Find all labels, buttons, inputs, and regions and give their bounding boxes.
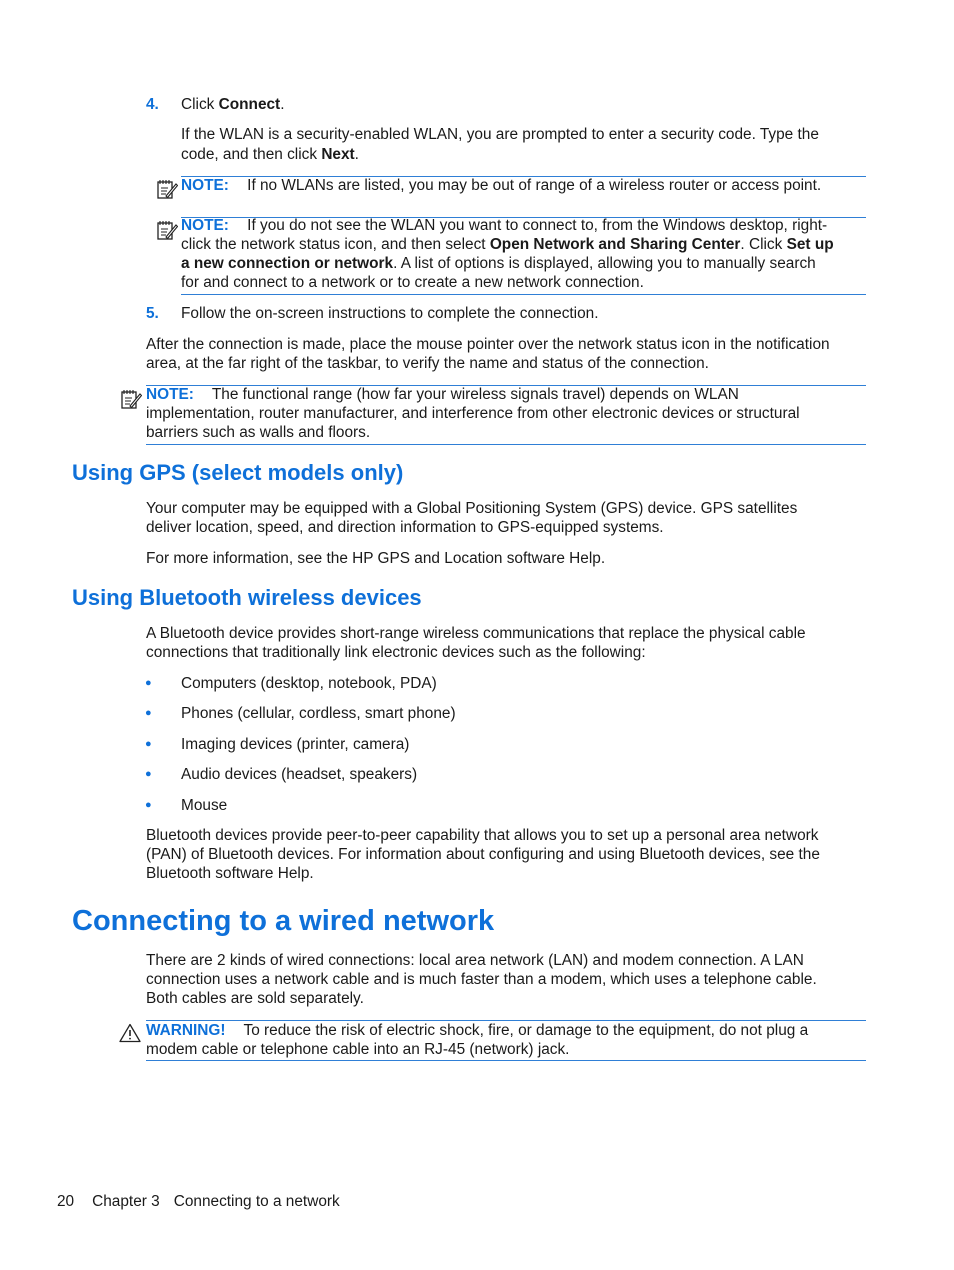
after-connection-para-line1: After the connection is made, place the mouse pointer over the network status icon in the notification <box>146 336 830 353</box>
warning-bottom-rule <box>146 1060 866 1061</box>
note-2-bottom-rule <box>181 294 866 295</box>
step-4-text: Click Connect. <box>181 96 285 113</box>
wired-para-line1: There are 2 kinds of wired connections: local area network (LAN) and modem connection. A LAN <box>146 952 804 969</box>
bluetooth-para2-line2: (PAN) of Bluetooth devices. For information about configuring and using Bluetooth devices, see the <box>146 846 820 863</box>
note-3-line3: barriers such as walls and floors. <box>146 424 371 441</box>
bluetooth-para2-line3: Bluetooth software Help. <box>146 865 314 882</box>
after-connection-para-line2: area, at the far right of the taskbar, to verify the name and status of the connection. <box>146 355 709 372</box>
note-3-line2: implementation, router manufacturer, and interference from other electronic devices or structural <box>146 405 800 422</box>
gps-para2: For more information, see the HP GPS and Location software Help. <box>146 550 606 567</box>
bluetooth-para1-line2: connections that traditionally link electronic devices such as the following: <box>146 644 646 661</box>
note-1 <box>181 176 821 195</box>
step-5-number: 5. <box>146 305 159 322</box>
footer-chapter: Chapter 3 <box>92 1193 160 1210</box>
note-2-line1: NOTE: If you do not see the WLAN you want to connect to, from the Windows desktop, right- <box>181 217 828 234</box>
note-3-bottom-rule <box>146 444 866 445</box>
wired-para-line3: Both cables are sold separately. <box>146 990 364 1007</box>
note-icon <box>156 219 178 241</box>
bluetooth-para2-line1: Bluetooth devices provide peer-to-peer capability that allows you to set up a personal area network <box>146 827 819 844</box>
note-2-line4: for and connect to a network or to create a new network connection. <box>181 274 644 291</box>
warning-icon <box>119 1023 141 1043</box>
step-4-para-line2: code, and then click Next. <box>181 146 359 163</box>
bluetooth-para1-line1: A Bluetooth device provides short-range wireless communications that replace the physical cable <box>146 625 806 642</box>
step-4-para-line1: If the WLAN is a security-enabled WLAN, you are prompted to enter a security code. Type the <box>181 126 819 143</box>
note-1-label: NOTE: <box>181 177 229 194</box>
note-2-line2: click the network status icon, and then select Open Network and Sharing Center. Click Set up <box>181 236 834 253</box>
gps-para1-line1: Your computer may be equipped with a Global Positioning System (GPS) device. GPS satellites <box>146 500 798 517</box>
note-3-line1: NOTE: The functional range (how far your wireless signals travel) depends on WLAN <box>146 386 739 403</box>
warning-label: WARNING! <box>146 1022 226 1039</box>
list-item-text: Phones (cellular, cordless, smart phone) <box>181 705 456 722</box>
footer-chapter-title: Connecting to a network <box>173 1193 340 1210</box>
page-footer <box>57 1192 340 1211</box>
bullet-icon: ● <box>145 799 152 811</box>
step-4-number: 4. <box>146 96 159 113</box>
gps-para1-line2: deliver location, speed, and direction information to GPS-equipped systems. <box>146 519 664 536</box>
note-1-text: If no WLANs are listed, you may be out of range of a wireless router or access point. <box>247 177 822 194</box>
wired-para-line2: connection uses a network cable and is much faster than a modem, which uses a telephone cable. <box>146 971 817 988</box>
bullet-icon: ● <box>145 738 152 750</box>
page-number: 20 <box>57 1193 75 1210</box>
warning-line2: modem cable or telephone cable into an RJ-45 (network) jack. <box>146 1041 570 1058</box>
note-icon <box>156 178 178 200</box>
note-2-label: NOTE: <box>181 217 229 234</box>
wired-network-heading: Connecting to a wired network <box>72 905 495 937</box>
list-item-text: Imaging devices (printer, camera) <box>181 736 410 753</box>
bullet-icon: ● <box>145 707 152 719</box>
bullet-icon: ● <box>145 677 152 689</box>
note-3-label: NOTE: <box>146 386 194 403</box>
note-icon <box>120 388 142 410</box>
list-item-text: Mouse <box>181 797 228 814</box>
warning-line1: WARNING! To reduce the risk of electric shock, fire, or damage to the equipment, do not plug a <box>146 1022 809 1039</box>
bullet-icon: ● <box>145 768 152 780</box>
list-item-text: Computers (desktop, notebook, PDA) <box>181 675 437 692</box>
list-item-text: Audio devices (headset, speakers) <box>181 766 418 783</box>
gps-heading: Using GPS (select models only) <box>72 460 404 485</box>
step-5-text: Follow the on-screen instructions to complete the connection. <box>181 305 599 322</box>
note-2-line3: a new connection or network. A list of options is displayed, allowing you to manually search <box>181 255 816 272</box>
bluetooth-heading: Using Bluetooth wireless devices <box>72 585 422 610</box>
